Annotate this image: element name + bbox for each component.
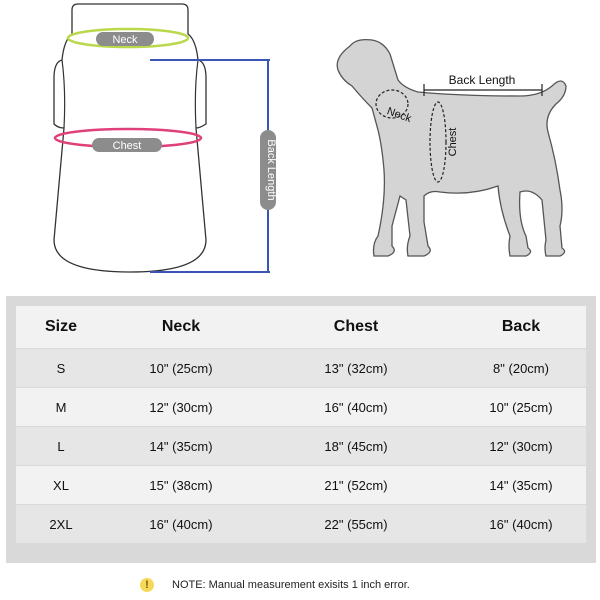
header-back: Back xyxy=(501,318,541,335)
cell-neck: 10" (25cm) xyxy=(149,360,213,376)
cell-chest: 22" (55cm) xyxy=(324,516,388,532)
dog-chest-label: Chest xyxy=(447,127,459,157)
measurement-note xyxy=(140,578,410,592)
cell-chest: 21" (52cm) xyxy=(324,477,388,493)
cell-chest: 13" (32cm) xyxy=(324,360,388,376)
header-chest: Chest xyxy=(333,318,379,335)
cell-size: S xyxy=(56,360,66,376)
table-row xyxy=(16,388,586,426)
shirt-back-length-label: Back Length xyxy=(265,139,277,201)
cell-back: 14" (35cm) xyxy=(489,477,553,493)
dog-neck-label: Neck xyxy=(385,105,413,126)
cell-back: 16" (40cm) xyxy=(489,516,553,532)
cell-back: 10" (25cm) xyxy=(489,399,553,415)
cell-size: M xyxy=(55,399,67,415)
table-row xyxy=(16,505,586,543)
cell-neck: 12" (30cm) xyxy=(149,399,213,415)
table-row xyxy=(16,466,586,504)
header-size: Size xyxy=(44,318,77,335)
cell-size: 2XL xyxy=(49,516,73,532)
table-header-row xyxy=(16,306,586,348)
cell-chest: 18" (45cm) xyxy=(324,438,388,454)
cell-neck: 14" (35cm) xyxy=(149,438,213,454)
dog-back-length-label: Back Length xyxy=(448,73,516,87)
shirt-neck-label: Neck xyxy=(112,34,138,46)
header-neck: Neck xyxy=(161,318,201,335)
note-text: NOTE: Manual measurement exisits 1 inch error. xyxy=(172,579,410,591)
cell-back: 8" (20cm) xyxy=(493,360,549,376)
cell-back: 12" (30cm) xyxy=(489,438,553,454)
cell-size: L xyxy=(57,438,65,454)
cell-chest: 16" (40cm) xyxy=(324,399,388,415)
table-row xyxy=(16,349,586,387)
shirt-chest-label: Chest xyxy=(112,140,142,152)
table-row xyxy=(16,427,586,465)
exclamation-icon: ! xyxy=(140,578,154,592)
size-diagram xyxy=(0,0,600,285)
cell-neck: 16" (40cm) xyxy=(149,516,213,532)
cell-neck: 15" (38cm) xyxy=(149,477,213,493)
cell-size: XL xyxy=(53,477,69,493)
size-table xyxy=(6,296,596,563)
